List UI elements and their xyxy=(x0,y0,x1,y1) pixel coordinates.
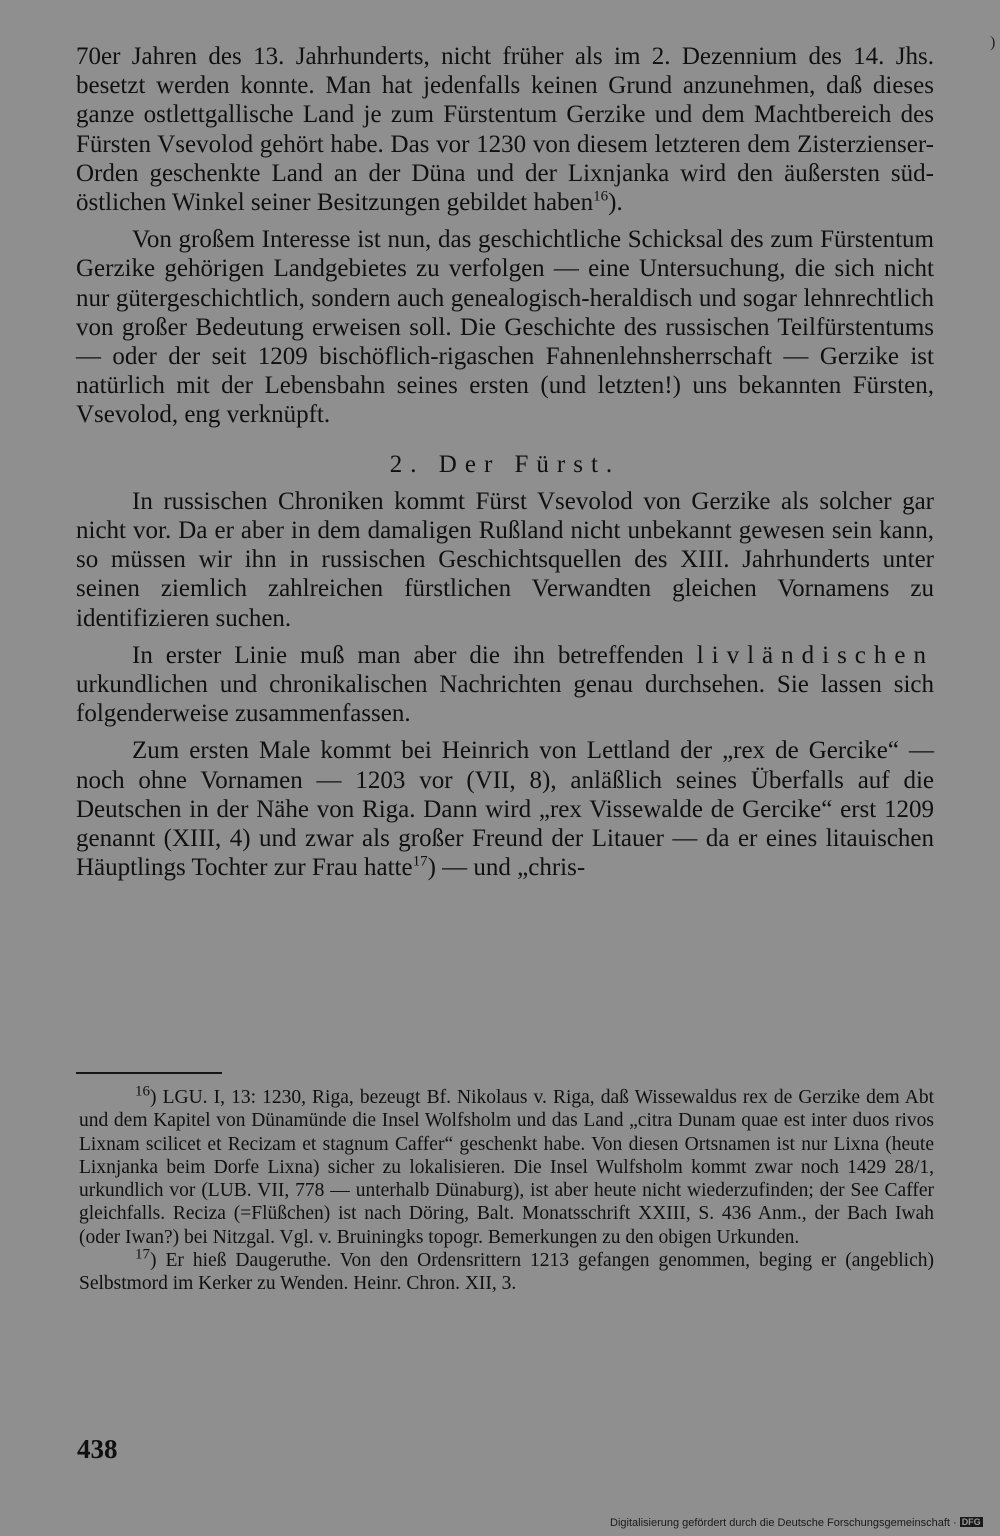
footnote-ref-17[interactable]: 17 xyxy=(412,853,428,870)
paragraph-5-text: Zum ersten Male kommt bei Heinrich von Lettland der „rex de Gercike“ — noch ohne Vornamen — 1203 vor (VII, 8), anläßlich seines Überfalls auf die Deutschen in der Nähe von Riga. Dann wird „rex Vissewalde de Gercike“ erst 1209 genannt (XIII, 4) und zwar als großer Freund der Litauer — da er eines litauischen Häuptlings Tochter zur Frau hatte xyxy=(76,737,934,882)
footnote-17 xyxy=(79,1246,934,1296)
paragraph-4 xyxy=(76,641,934,729)
page-number: 438 xyxy=(77,1434,118,1464)
paragraph-4-start: In erster Linie muß man aber die ihn betreffenden xyxy=(132,641,697,669)
main-text xyxy=(76,42,934,890)
section-title: 2. Der Fürst. xyxy=(389,450,621,478)
page-edge-mark: ) xyxy=(990,34,996,51)
footnote-marker: 16 xyxy=(135,1083,150,1100)
footnote-text: ) Er hieß Daugeruthe. Von den Ordensrittern 1213 gefangen genommen, beging er (angeblich) Selbstmord im Kerker zu Wenden. Heinr. Chron. XII, 3. xyxy=(79,1250,934,1295)
digitization-credit xyxy=(610,1517,983,1529)
credit-text: Digitalisierung gefördert durch die Deutsche Forschungsgemeinschaft · xyxy=(610,1517,957,1529)
footnote-ref-16[interactable]: 16 xyxy=(593,188,609,205)
paragraph-1 xyxy=(76,42,934,217)
paragraph-4-end: urkundlichen und chronikalischen Nachrichten genau durchsehen. Sie lassen sich folgenderweise zusammenfassen. xyxy=(76,671,934,728)
paragraph-1-text: 70er Jahren des 13. Jahrhunderts, nicht früher als im 2. Dezennium des 14. Jhs. besetzt werden konnte. Man hat jedenfalls keinen Grund anzunehmen, daß dieses ganze ostlettgallische Land je zum Fürstentum Gerzike und dem Machtbereich des Fürsten Vsevolod gehört habe. Das vor 1230 von diesem letzteren dem Zisterzienser-Orden geschenkte Land an der Düna und der Lixnjanka wird den äußersten süd-östlichen Winkel seiner Besitzungen gebildet haben xyxy=(76,43,934,217)
paragraph-5-end: ) — und „chris- xyxy=(427,854,586,882)
footnote-text: ) LGU. I, 13: 1230, Riga, bezeugt Bf. Nikolaus v. Riga, daß Wissewaldus rex de Gerzike dem Abt und dem Kapitel von Dünamünde die Insel Wolfsholm und das Land „citra Dunam quae est inter duos rivos Lixnam scilicet et Recizam et stagnum Caffer“ geschenkt habe. Von diesen Ortsnamen ist nur Lixna (heute Lixnjanka beim Dorfe Lixna) sicher zu lokalisieren. Die Insel Wulfsholm kommt zwar noch 1429 28/1, urkundlich vor (LUB. VII, 778 — unterhalb Dünaburg), ist aber heute nicht wiederzufinden; der See Caffer gleichfalls. Reciza (=Flüßchen) ist nach Döring, Balt. Monatsschrift XXIII, S. 436 Anm., der Bach Iwah (oder Iwan?) bei Nitzgal. Vgl. v. Bruiningks topogr. Bemerkungen zu den obigen Urkunden. xyxy=(79,1087,934,1248)
footnote-marker: 17 xyxy=(135,1246,150,1263)
footnotes xyxy=(79,1083,934,1296)
paragraph-3: In russischen Chroniken kommt Fürst Vsevolod von Gerzike als solcher gar nicht vor. Da er aber in dem damaligen Rußland nicht unbekannt gewesen sein kann, so müssen wir ihn in russischen Geschichtsquellen des XIII. Jahrhunderts unter seinen ziemlich zahlreichen fürstlichen Verwandten gleichen Vornamens zu identifizieren suchen. xyxy=(76,487,934,632)
footnote-divider xyxy=(76,1072,222,1074)
paragraph-1-end: ). xyxy=(608,189,623,217)
dfg-logo: DFG xyxy=(961,1517,981,1527)
paragraph-2: Von großem Interesse ist nun, das geschichtliche Schicksal des zum Fürstentum Gerzike gehörigen Landgebietes zu verfolgen — eine Untersuchung, die sich nicht nur gütergeschichtlich, sondern auch genealogisch-heraldisch und sogar lehnrechtlich von großer Bedeutung erweisen soll. Die Geschichte des russischen Teilfürstentums — oder der seit 1209 bischöflich-rigaschen Fahnenlehnsherrschaft — Gerzike ist natürlich mit der Lebensbahn seines ersten (und letzten!) uns bekannten Fürsten, Vsevolod, eng verknüpft. xyxy=(76,226,934,429)
paragraph-4-emphasis: livländischen xyxy=(696,641,934,669)
paragraph-5 xyxy=(76,736,934,882)
footnote-16 xyxy=(79,1083,934,1249)
